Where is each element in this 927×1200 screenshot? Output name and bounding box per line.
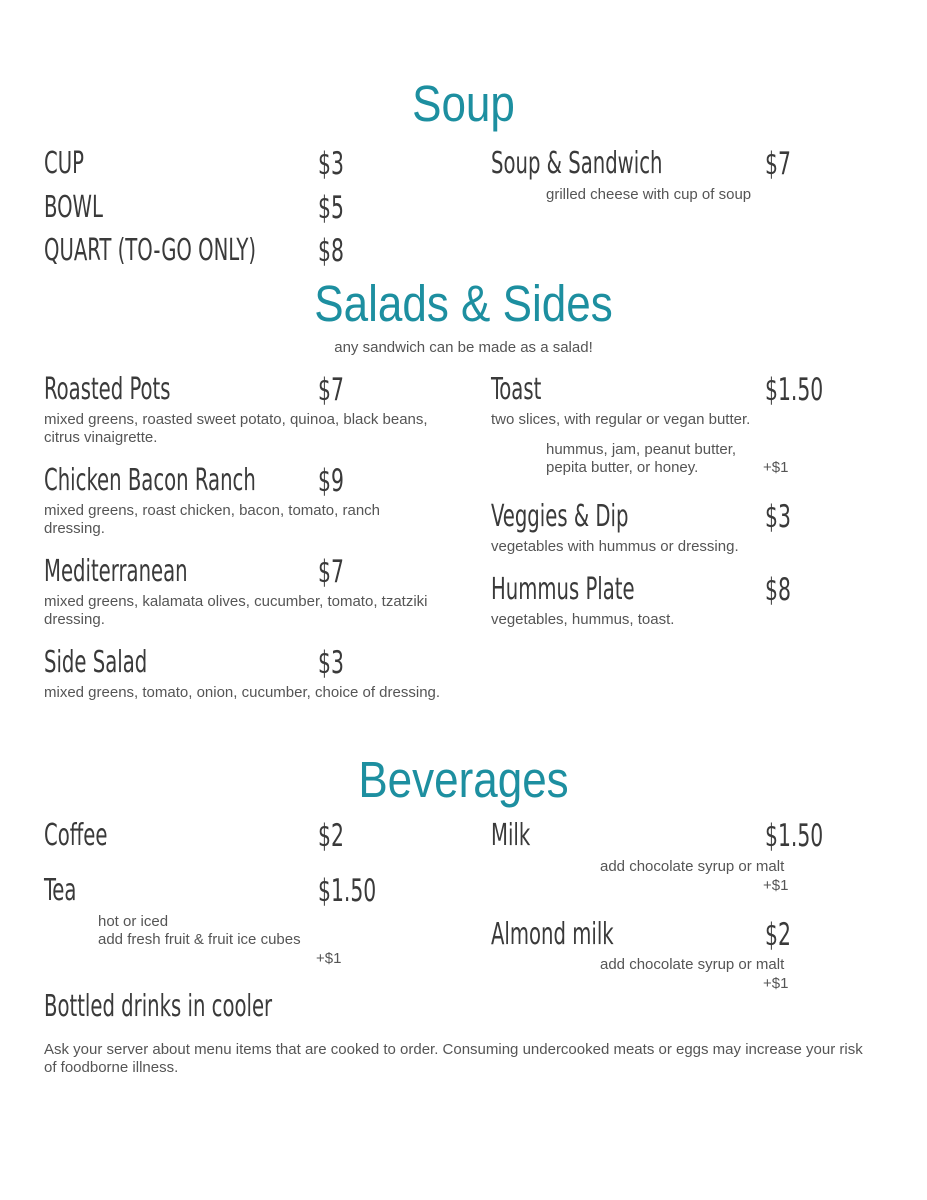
tea-name: Tea bbox=[44, 871, 77, 908]
tea-line2: add fresh fruit & fruit ice cubes bbox=[98, 931, 301, 948]
chicken-bacon-ranch-price: $9 bbox=[318, 461, 344, 499]
tea-addon-price: +$1 bbox=[316, 950, 342, 967]
milk-price: $1.50 bbox=[765, 816, 824, 854]
soup-sandwich-price: $7 bbox=[765, 144, 791, 182]
bowl-name: BOWL bbox=[44, 188, 103, 225]
almond-milk-name: Almond milk bbox=[491, 915, 614, 952]
milk-name: Milk bbox=[491, 816, 531, 853]
roasted-pots-desc: mixed greens, roasted sweet potato, quinoa, black beans, citrus vinaigrette. bbox=[44, 411, 428, 446]
toast-price: $1.50 bbox=[765, 370, 824, 408]
coffee-name: Coffee bbox=[44, 816, 108, 853]
side-salad-name: Side Salad bbox=[44, 643, 148, 680]
cup-price: $3 bbox=[318, 144, 344, 182]
toast-desc: two slices, with regular or vegan butter. bbox=[491, 411, 751, 428]
bottled-drinks: Bottled drinks in cooler bbox=[44, 987, 273, 1024]
coffee-price: $2 bbox=[318, 816, 344, 854]
hummus-plate-price: $8 bbox=[765, 570, 791, 608]
salads-subtitle: any sandwich can be made as a salad! bbox=[334, 339, 593, 356]
cup-name: CUP bbox=[44, 144, 84, 181]
toast-name: Toast bbox=[491, 370, 542, 407]
soup-sandwich-desc: grilled cheese with cup of soup bbox=[546, 186, 752, 203]
mediterranean-name: Mediterranean bbox=[44, 552, 188, 589]
soup-heading: Soup bbox=[412, 76, 515, 133]
almond-milk-addon-price: +$1 bbox=[763, 975, 789, 992]
chicken-bacon-ranch-desc: mixed greens, roast chicken, bacon, tomato, ranch dressing. bbox=[44, 502, 381, 537]
toast-addon-price: +$1 bbox=[763, 459, 789, 476]
side-salad-price: $3 bbox=[318, 643, 344, 681]
side-salad-desc: mixed greens, tomato, onion, cucumber, choice of dressing. bbox=[44, 684, 441, 701]
toast-addon-line1: hummus, jam, peanut butter, bbox=[546, 441, 737, 458]
roasted-pots-price: $7 bbox=[318, 370, 344, 408]
mediterranean-desc: mixed greens, kalamata olives, cucumber, tomato, tzatziki dressing. bbox=[44, 593, 428, 628]
hummus-plate-name: Hummus Plate bbox=[491, 570, 635, 607]
milk-addon: add chocolate syrup or malt bbox=[600, 858, 785, 875]
veggies-dip-price: $3 bbox=[765, 497, 791, 535]
bowl-price: $5 bbox=[318, 188, 344, 226]
soup-sandwich-name: Soup & Sandwich bbox=[491, 144, 663, 181]
chicken-bacon-ranch-name: Chicken Bacon Ranch bbox=[44, 461, 256, 498]
tea-price: $1.50 bbox=[318, 871, 377, 909]
almond-milk-price: $2 bbox=[765, 915, 791, 953]
salads-heading: Salads & Sides bbox=[314, 276, 613, 333]
quart-price: $8 bbox=[318, 231, 344, 269]
veggies-dip-name: Veggies & Dip bbox=[491, 497, 629, 534]
disclaimer: Ask your server about menu items that are cooked to order. Consuming undercooked meats or eggs may increase your risk of foodborne illness. bbox=[44, 1041, 863, 1076]
mediterranean-price: $7 bbox=[318, 552, 344, 590]
beverages-heading: Beverages bbox=[358, 752, 569, 809]
milk-addon-price: +$1 bbox=[763, 877, 789, 894]
hummus-plate-desc: vegetables, hummus, toast. bbox=[491, 611, 675, 628]
veggies-dip-desc: vegetables with hummus or dressing. bbox=[491, 538, 739, 555]
toast-addon-line2: pepita butter, or honey. bbox=[546, 459, 699, 476]
quart-name: QUART (TO-GO ONLY) bbox=[44, 231, 257, 268]
tea-line1: hot or iced bbox=[98, 913, 169, 930]
almond-milk-addon: add chocolate syrup or malt bbox=[600, 956, 785, 973]
roasted-pots-name: Roasted Pots bbox=[44, 370, 171, 407]
